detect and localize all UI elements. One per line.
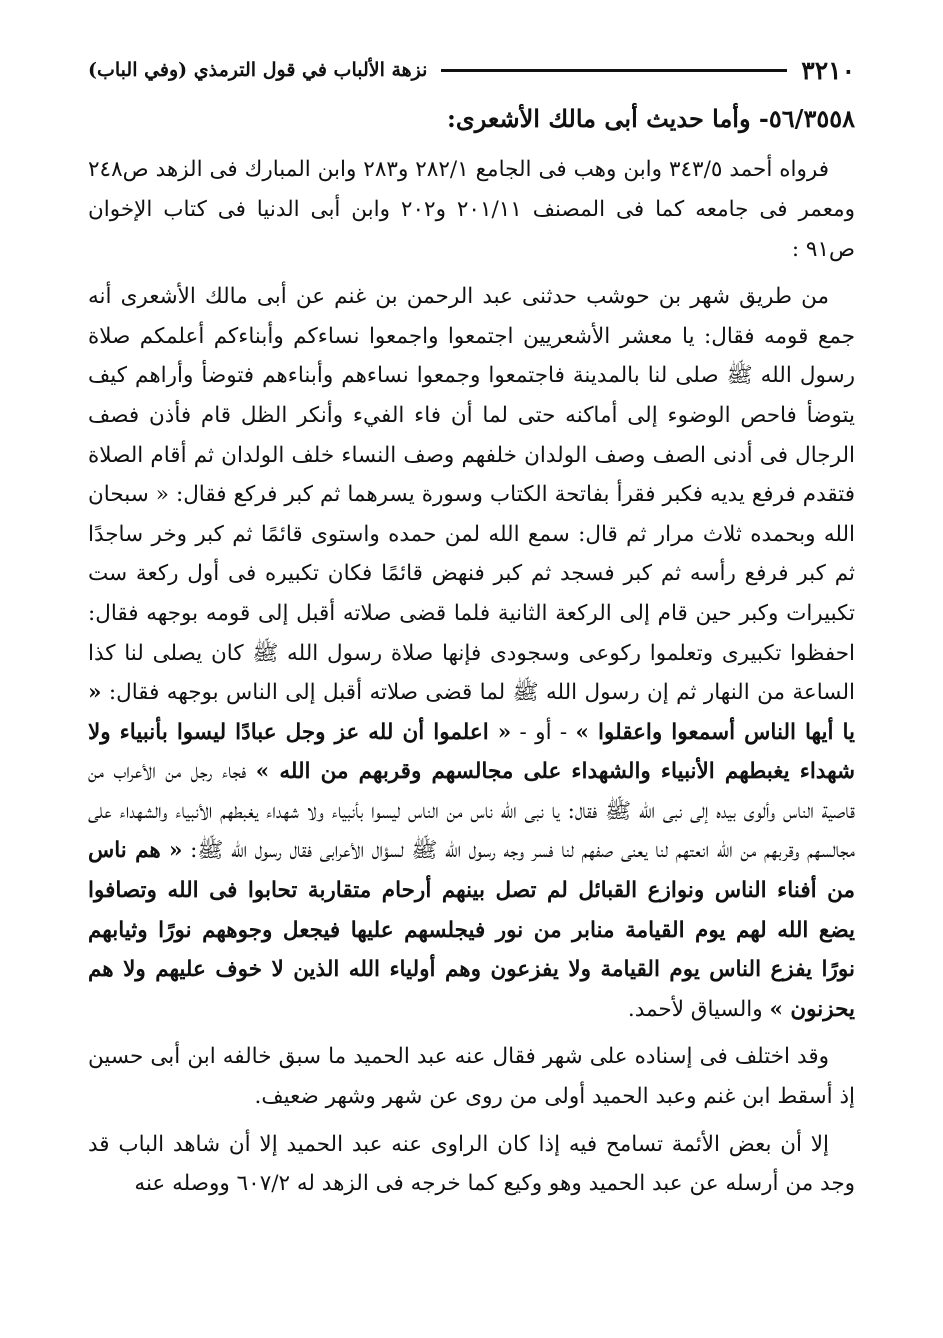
ikhtilaf-paragraph: وقد اختلف فى إسناده على شهر فقال عنه عبد الحميد ما سبق خالفه ابن أبى حسين إذ أسقط ابن غنم وعبد الحميد أولى من روى عن شهر وشهر ضعيف.: [88, 1044, 855, 1110]
header-rule: [441, 69, 787, 72]
hadith-text-4: والسياق لأحمد.: [627, 996, 763, 1022]
hadith-quote-3: « هم ناس من أفناء الناس ونوازع القبائل لم تصل بينهم أرحام متقاربة تحابوا فى الله وتصافوا يضع الله لهم يوم القيامة منابر من نور فيجلسهم عليها فيجعل وجوههم نورًا وثيابهم نورًا يفزع الناس يوم القيامة ولا يفزعون وهم أولياء الله الذين لا خوف عليهم ولا هم يحزنون »: [88, 838, 855, 1022]
hadith-quote-1: « يا أيها الناس أسمعوا واعقلوا »: [88, 680, 855, 745]
sources-paragraph: فرواه أحمد ٣٤٣/٥ وابن وهب فى الجامع ٢٨٢/١ و٢٨٣ وابن المبارك فى الزهد ص٢٤٨ ومعمر فى جامعه كما فى المصنف ٢٠١/١١ و٢٠٢ وابن أبى الدنيا فى كتاب الإخوان ص٩١ :: [88, 157, 856, 262]
running-title: نزهة الألباب في قول الترمذي (وفي الباب): [88, 59, 428, 81]
hadith-text-2: - أو -: [519, 719, 568, 745]
closing-paragraph: إلا أن بعض الأئمة تسامح فيه إذا كان الراوى عنه عبد الحميد إلا أن شاهد الباب قد وجد من أرسله عن عبد الحميد وهو وكيع كما خرجه فى الزهد له ٦٠٧/٢ ووصله عنه: [88, 1131, 855, 1197]
hadith-paragraph: [88, 277, 855, 1029]
hadith-text-1: من طريق شهر بن حوشب حدثنى عبد الرحمن بن غنم عن أبى مالك الأشعرى أنه جمع قومه فقال: يا معشر الأشعريين اجتمعوا واجمعوا نساءكم وأبناءكم أعلمكم صلاة رسول الله ﷺ صلى لنا بالمدينة فاجتمعوا وجمعوا نساءهم وأبناءهم فتوضأ وأراهم كيف يتوضأ فاحص الوضوء إلى أماكنه حتى لما أن فاء الفيء وأنكر الظل قام فأذن فصف الرجال فى أدنى الصف وصف الولدان خلفهم وصف النساء خلف الولدان ثم أقام الصلاة فتقدم فرفع يديه فكبر فقرأ بفاتحة الكتاب وسورة يسرهما ثم كبر فركع فقال: « سبحان الله وبحمده ثلاث مرار ثم قال: سمع الله لمن حمده واستوى قائمًا ثم كبر وخر ساجدًا ثم كبر فرفع رأسه ثم كبر فسجد ثم كبر فنهض قائمًا فكان تكبيره فى أول ركعة ست تكبيرات وكبر حين قام إلى الركعة الثانية فلما قضى صلاته أقبل إلى قومه بوجهه فقال: احفظوا تكبيرى وتعلموا ركوعى وسجودى فإنها صلاة رسول الله ﷺ كان يصلى لنا كذا الساعة من النهار ثم إن رسول الله ﷺ لما قضى صلاته أقبل إلى الناس بوجهه فقال:: [88, 284, 855, 706]
section-heading: ٥٦/٣٥٥٨- وأما حديث أبى مالك الأشعرى:: [447, 104, 855, 133]
hadith-quote-2: « اعلموا أن لله عز وجل عبادًا ليسوا بأنبياء ولا شهداء يغبطهم الأنبياء والشهداء على مجالسهم وقربهم من الله »: [88, 719, 855, 785]
hadith-text-3: فجاء رجل من الأعراب من قاصية الناس وألوى بيده إلى نبى الله ﷺ فقال: يا نبى الله ناس من الناس ليسوا بأنبياء ولا شهداء يغبطهم الأنبياء والشهداء على مجالسهم وقربهم من الله انعتهم لنا يعنى صفهم لنا فسر وجه رسول الله ﷺ لسؤال الأعرابى فقال رسول الله ﷺ:: [88, 759, 855, 864]
page-body: [88, 100, 855, 1212]
page-header: [88, 52, 855, 88]
page-number: ٣٢١٠: [801, 55, 855, 85]
